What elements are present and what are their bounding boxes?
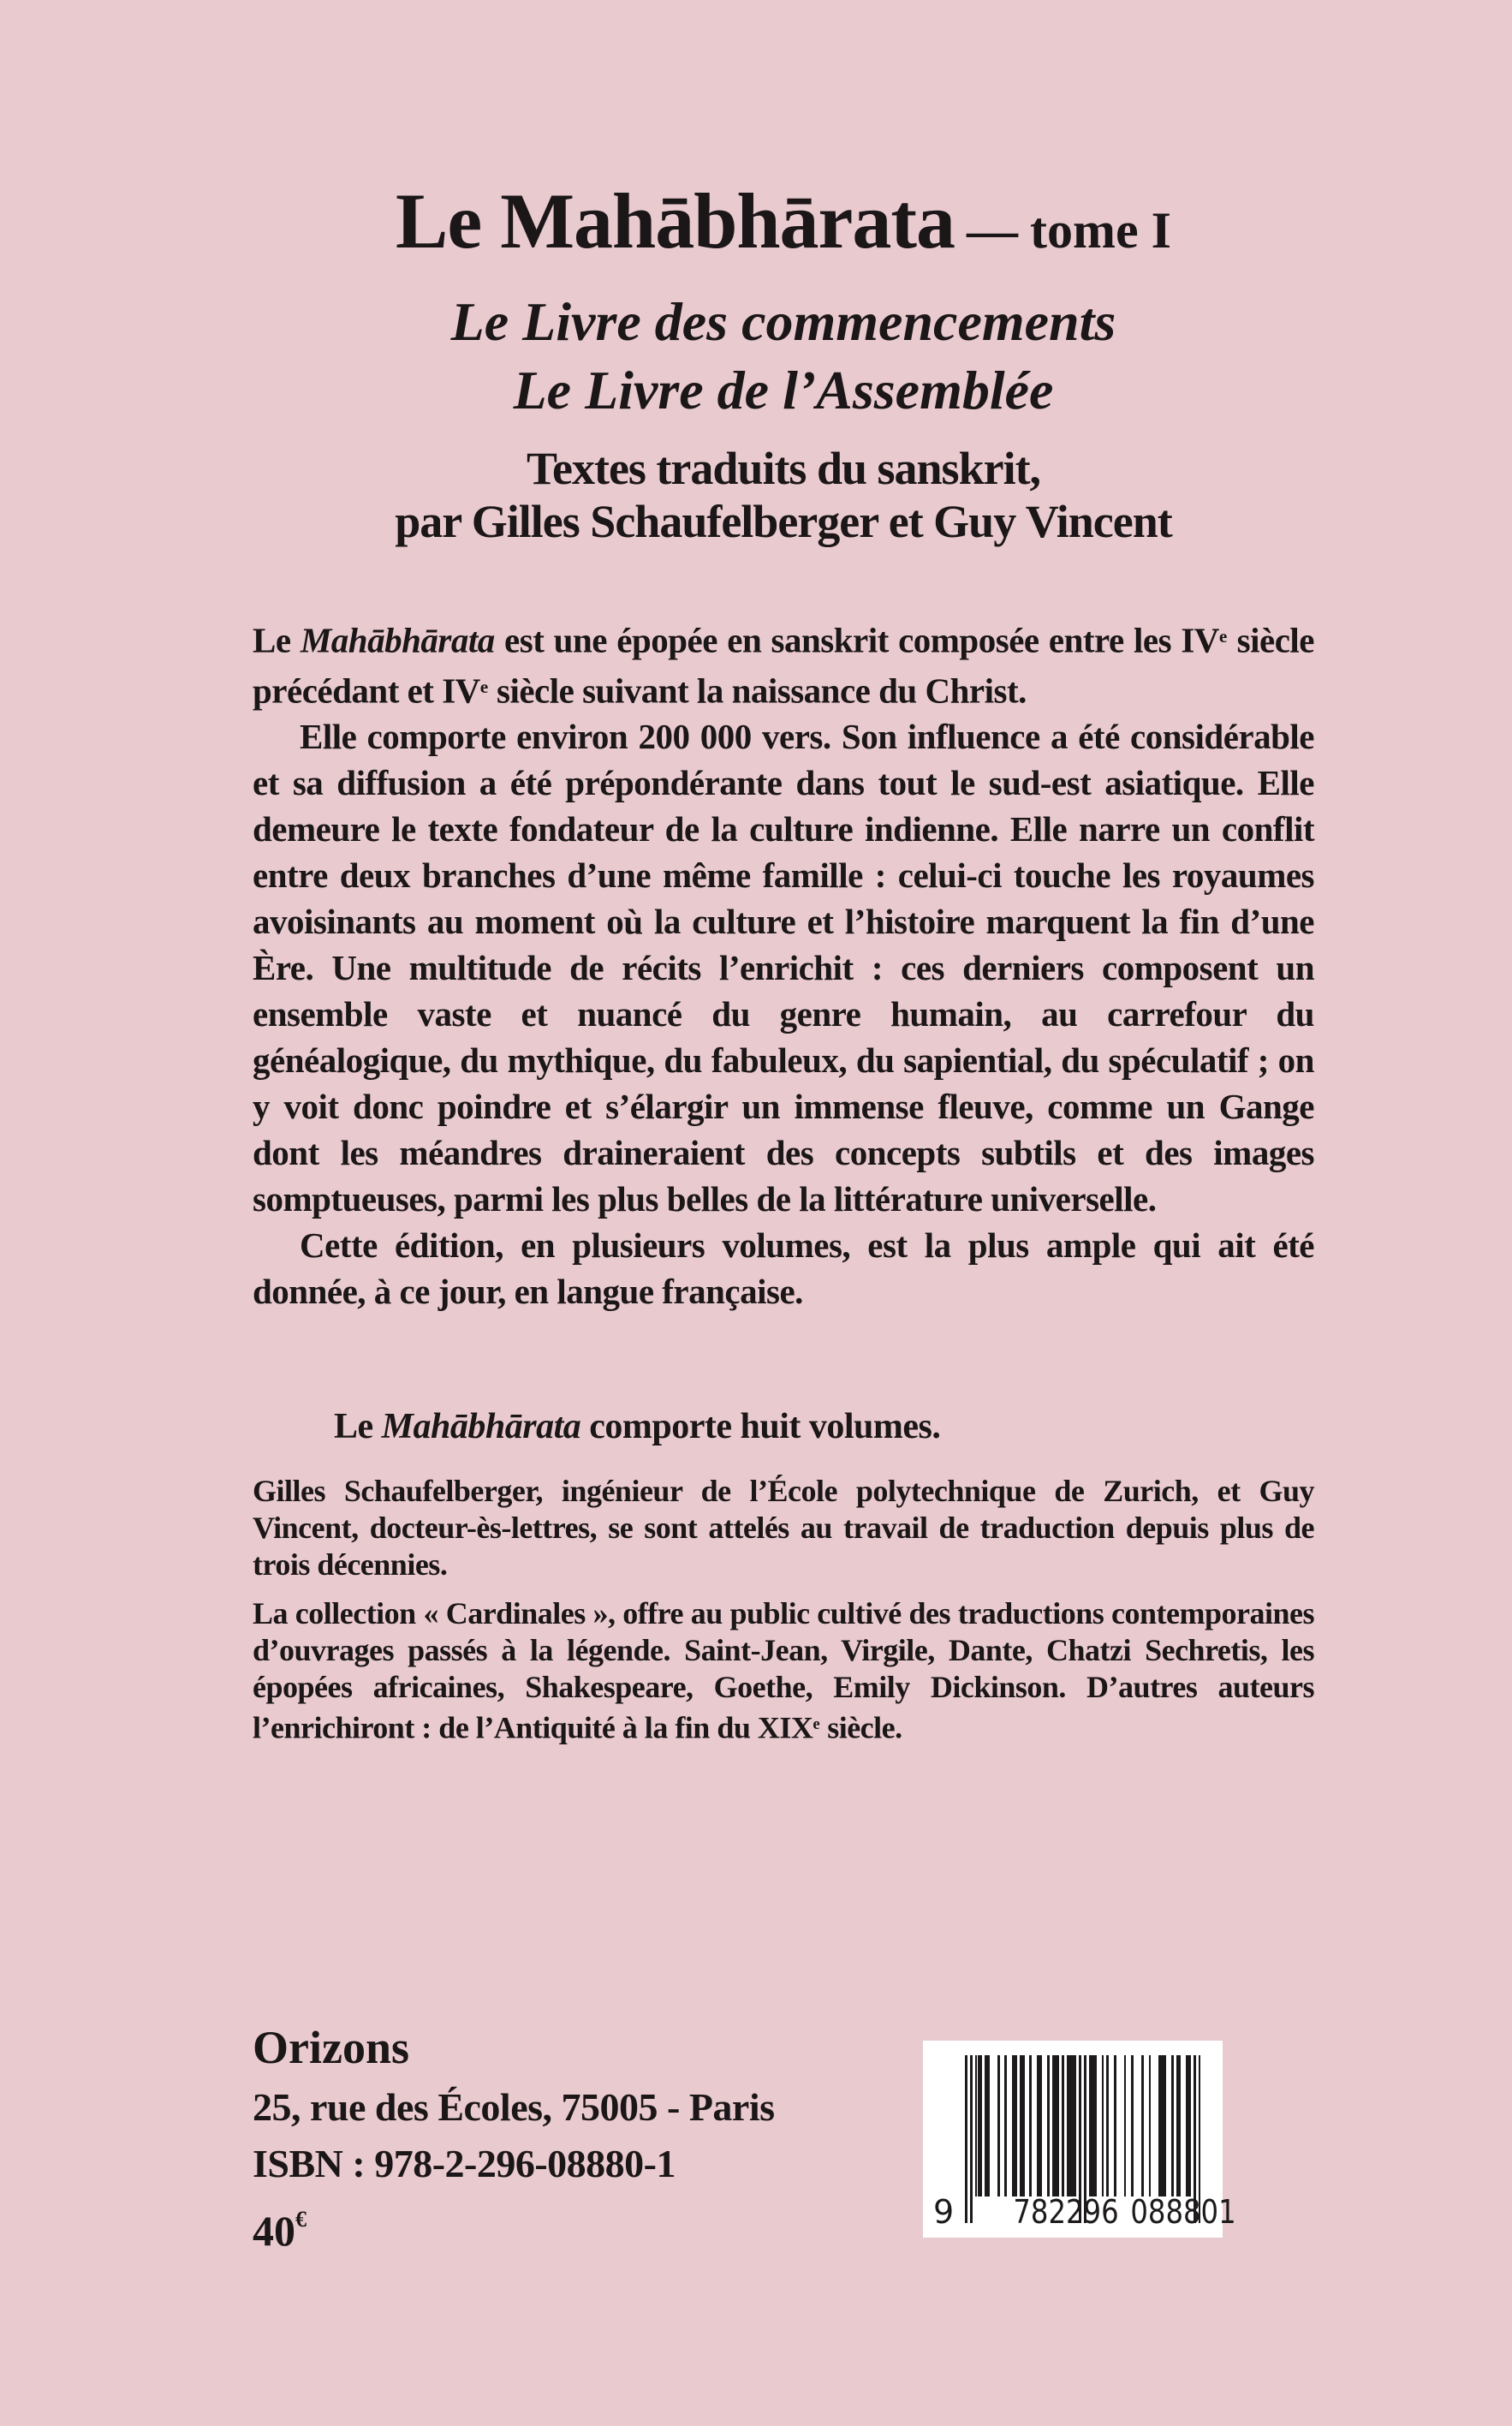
subtitle-line-2: Le Livre de l’Assemblée bbox=[513, 360, 1054, 420]
barcode-bar bbox=[1094, 2055, 1097, 2197]
barcode-panel bbox=[923, 2041, 1236, 2238]
publisher-name: Orizons bbox=[253, 2022, 409, 2073]
barcode-bar bbox=[997, 2055, 1000, 2197]
barcode-bar bbox=[1164, 2055, 1166, 2197]
barcode-bar bbox=[1029, 2055, 1032, 2197]
barcode-bar bbox=[987, 2055, 990, 2197]
barcode-digit-first: 9 bbox=[933, 2193, 955, 2231]
translation-credit-line-1: Textes traduits du sanskrit, bbox=[526, 443, 1041, 494]
barcode-bar bbox=[1106, 2055, 1109, 2197]
authors-bio: Gilles Schaufelberger, ingénieur de l’École polytechnique de Zurich, et Guy Vincent, docteur-ès-lettres, se sont attelés au travail de traduction depuis plus de trois décennies. bbox=[253, 1474, 1314, 1582]
barcode-bar bbox=[979, 2055, 982, 2197]
subtitle-block bbox=[253, 288, 1314, 425]
barcode-digits-left: 782296 bbox=[1013, 2193, 1119, 2231]
translation-credit bbox=[253, 442, 1314, 548]
barcode-bar bbox=[1131, 2055, 1134, 2197]
title-main-text: Le Mahābhārata bbox=[396, 177, 955, 265]
barcode-bar bbox=[1114, 2055, 1116, 2197]
publisher-address: 25, rue des Écoles, 75005 - Paris bbox=[253, 2085, 775, 2129]
title-tome-text: tome I bbox=[1030, 202, 1171, 259]
synopsis bbox=[253, 613, 1314, 1314]
barcode-bar bbox=[1171, 2055, 1174, 2197]
volumes-note: Le Mahābhārata comporte huit volumes. bbox=[334, 1407, 941, 1446]
barcode-bar bbox=[1047, 2055, 1050, 2197]
subtitle-line-1: Le Livre des commencements bbox=[450, 291, 1116, 352]
price-amount: 40 bbox=[253, 2207, 295, 2255]
synopsis-paragraph-2: Elle comporte environ 200 000 vers. Son influence a été considérable et sa diffusion a été prépondérante dans tout le sud-est asiatique. Elle demeure le texte fondateur de la culture indienne. Elle narre un conflit entre deux branches d’une même famille : celui-ci touche les royaumes avoisinants au moment où la culture et l’histoire marquent la fin d’une Ère. Une multitude de récits l’enrichit : ces derniers composent un ensemble vaste et nuancé du genre humain, au carrefour du généalogique, du mythique, du fabuleux, du sapiential, du spéculatif ; on y voit donc poindre et s’élargir un immense fleuve, comme un Gange dont les méandres draineraient des concepts subtils et des images somptueuses, parmi les plus belles de la littérature universelle. bbox=[253, 717, 1314, 1219]
barcode-bar bbox=[1039, 2055, 1042, 2197]
barcode-bar bbox=[1141, 2055, 1144, 2197]
barcode-bar bbox=[1004, 2055, 1007, 2197]
euro-superscript: € bbox=[295, 2207, 307, 2232]
barcode-bar bbox=[1188, 2055, 1191, 2197]
publisher-isbn: ISBN : 978-2-296-08880-1 bbox=[253, 2142, 676, 2185]
translation-credit-line-2: par Gilles Schaufelberger et Guy Vincent bbox=[395, 496, 1172, 547]
barcode-bar bbox=[1015, 2055, 1017, 2197]
title-dash-separator: — bbox=[967, 202, 1019, 259]
barcode-digits bbox=[923, 2193, 1236, 2232]
barcode-bar bbox=[1074, 2055, 1077, 2197]
barcode-bar bbox=[1124, 2055, 1127, 2197]
barcode-bar bbox=[1102, 2055, 1104, 2197]
barcode-bar bbox=[1062, 2055, 1064, 2197]
publisher-block bbox=[253, 2023, 775, 2254]
barcode-bar bbox=[1178, 2055, 1181, 2197]
barcode-bar bbox=[1149, 2055, 1152, 2197]
page-title bbox=[253, 177, 1314, 265]
barcode-bar bbox=[1022, 2055, 1025, 2197]
about-block bbox=[253, 1473, 1314, 1746]
publisher-price bbox=[253, 2197, 775, 2254]
barcode-digits-right: 088801 bbox=[1130, 2193, 1236, 2231]
synopsis-paragraph-3: Cette édition, en plusieurs volumes, est la plus ample qui ait été donnée, à ce jour, en langue française. bbox=[253, 1225, 1314, 1312]
collection-note: La collection « Cardinales », offre au public cultivé des traductions contemporaines d’ouvrages passés à la légende. Saint-Jean, Virgile, Dante, Chatzi Sechretis, les épopées africaines, Shakespeare, Goethe, Emily Dickinson. D’autres auteurs l’enrichiront : de l’Antiquité à la fin du XIXe siècle. bbox=[253, 1596, 1314, 1745]
synopsis-paragraph-1: Le Mahābhārata est une épopée en sanskrit composée entre les IVe siècle précédant et IVe siècle suivant la naissance du Christ. bbox=[253, 620, 1314, 711]
barcode-bar bbox=[1057, 2055, 1059, 2197]
